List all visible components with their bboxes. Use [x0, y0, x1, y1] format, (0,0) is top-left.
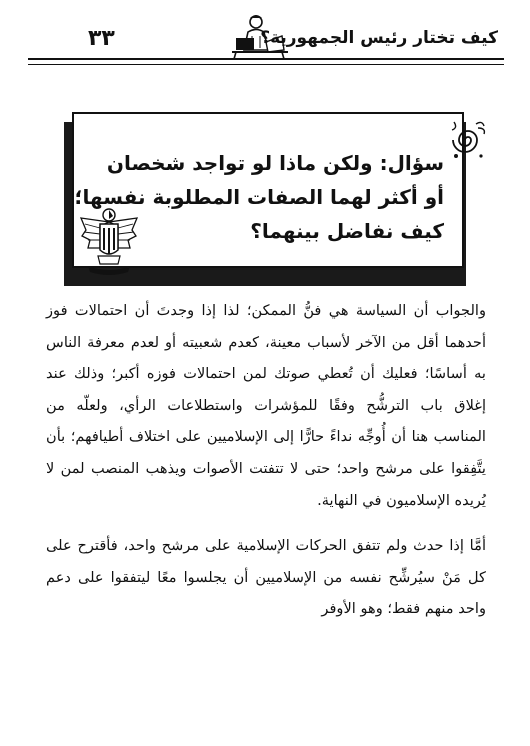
spiral-ornament-icon [448, 118, 488, 162]
page-header [28, 12, 504, 60]
body-text [46, 295, 486, 639]
page-number: ٣٣ [88, 26, 115, 51]
question-line: أو أكثر لهما الصفات المطلوبة نفسها؛ [74, 185, 444, 209]
question-line: كيف نفاضل بينهما؟ [250, 219, 444, 243]
header-rule-thin [28, 64, 504, 65]
running-title: كيف تختار رئيس الجمهورية؟ [260, 28, 498, 48]
header-rule [28, 58, 504, 60]
question-callout [64, 112, 478, 286]
question-text [74, 146, 444, 248]
eagle-emblem-icon [78, 206, 140, 276]
paragraph: والجواب أن السياسة هي فنُّ الممكن؛ لذا إذا وجدتَ أن احتمالات فوز أحدهما أقل من الآخر لأسباب معينة، كعدم شعبيته أو لعدم معرفة الناس به أساسًا؛ فعليك أن تُعطي صوتك لمن احتمالات فوزه أكبر؛ وذلك عند إغلاق باب الترشُّح وفقًا للمؤشرات واستطلاعات الرأي، ولعلّه من المناسب هنا أن أُوجِّه نداءً حارًّا إلى الإسلاميين على اختلاف أطيافهم؛ بأن يتَّفِقوا على مرشح واحد؛ حتى لا تتفتت الأصوات ويذهب المنصب لمن لا يُريده الإسلاميون في النهاية. [46, 302, 486, 509]
question-line: سؤال: ولكن ماذا لو تواجد شخصان [106, 151, 444, 175]
paragraph: أمَّا إذا حدث ولم تتفق الحركات الإسلامية على مرشح واحد، فأقترح على كل مَنْ سيُرشِّح نفسه من الإسلاميين أن يجلسوا معًا ليتفقوا على دعم واحد منهم فقط؛ وهو الأوفر [46, 537, 486, 618]
